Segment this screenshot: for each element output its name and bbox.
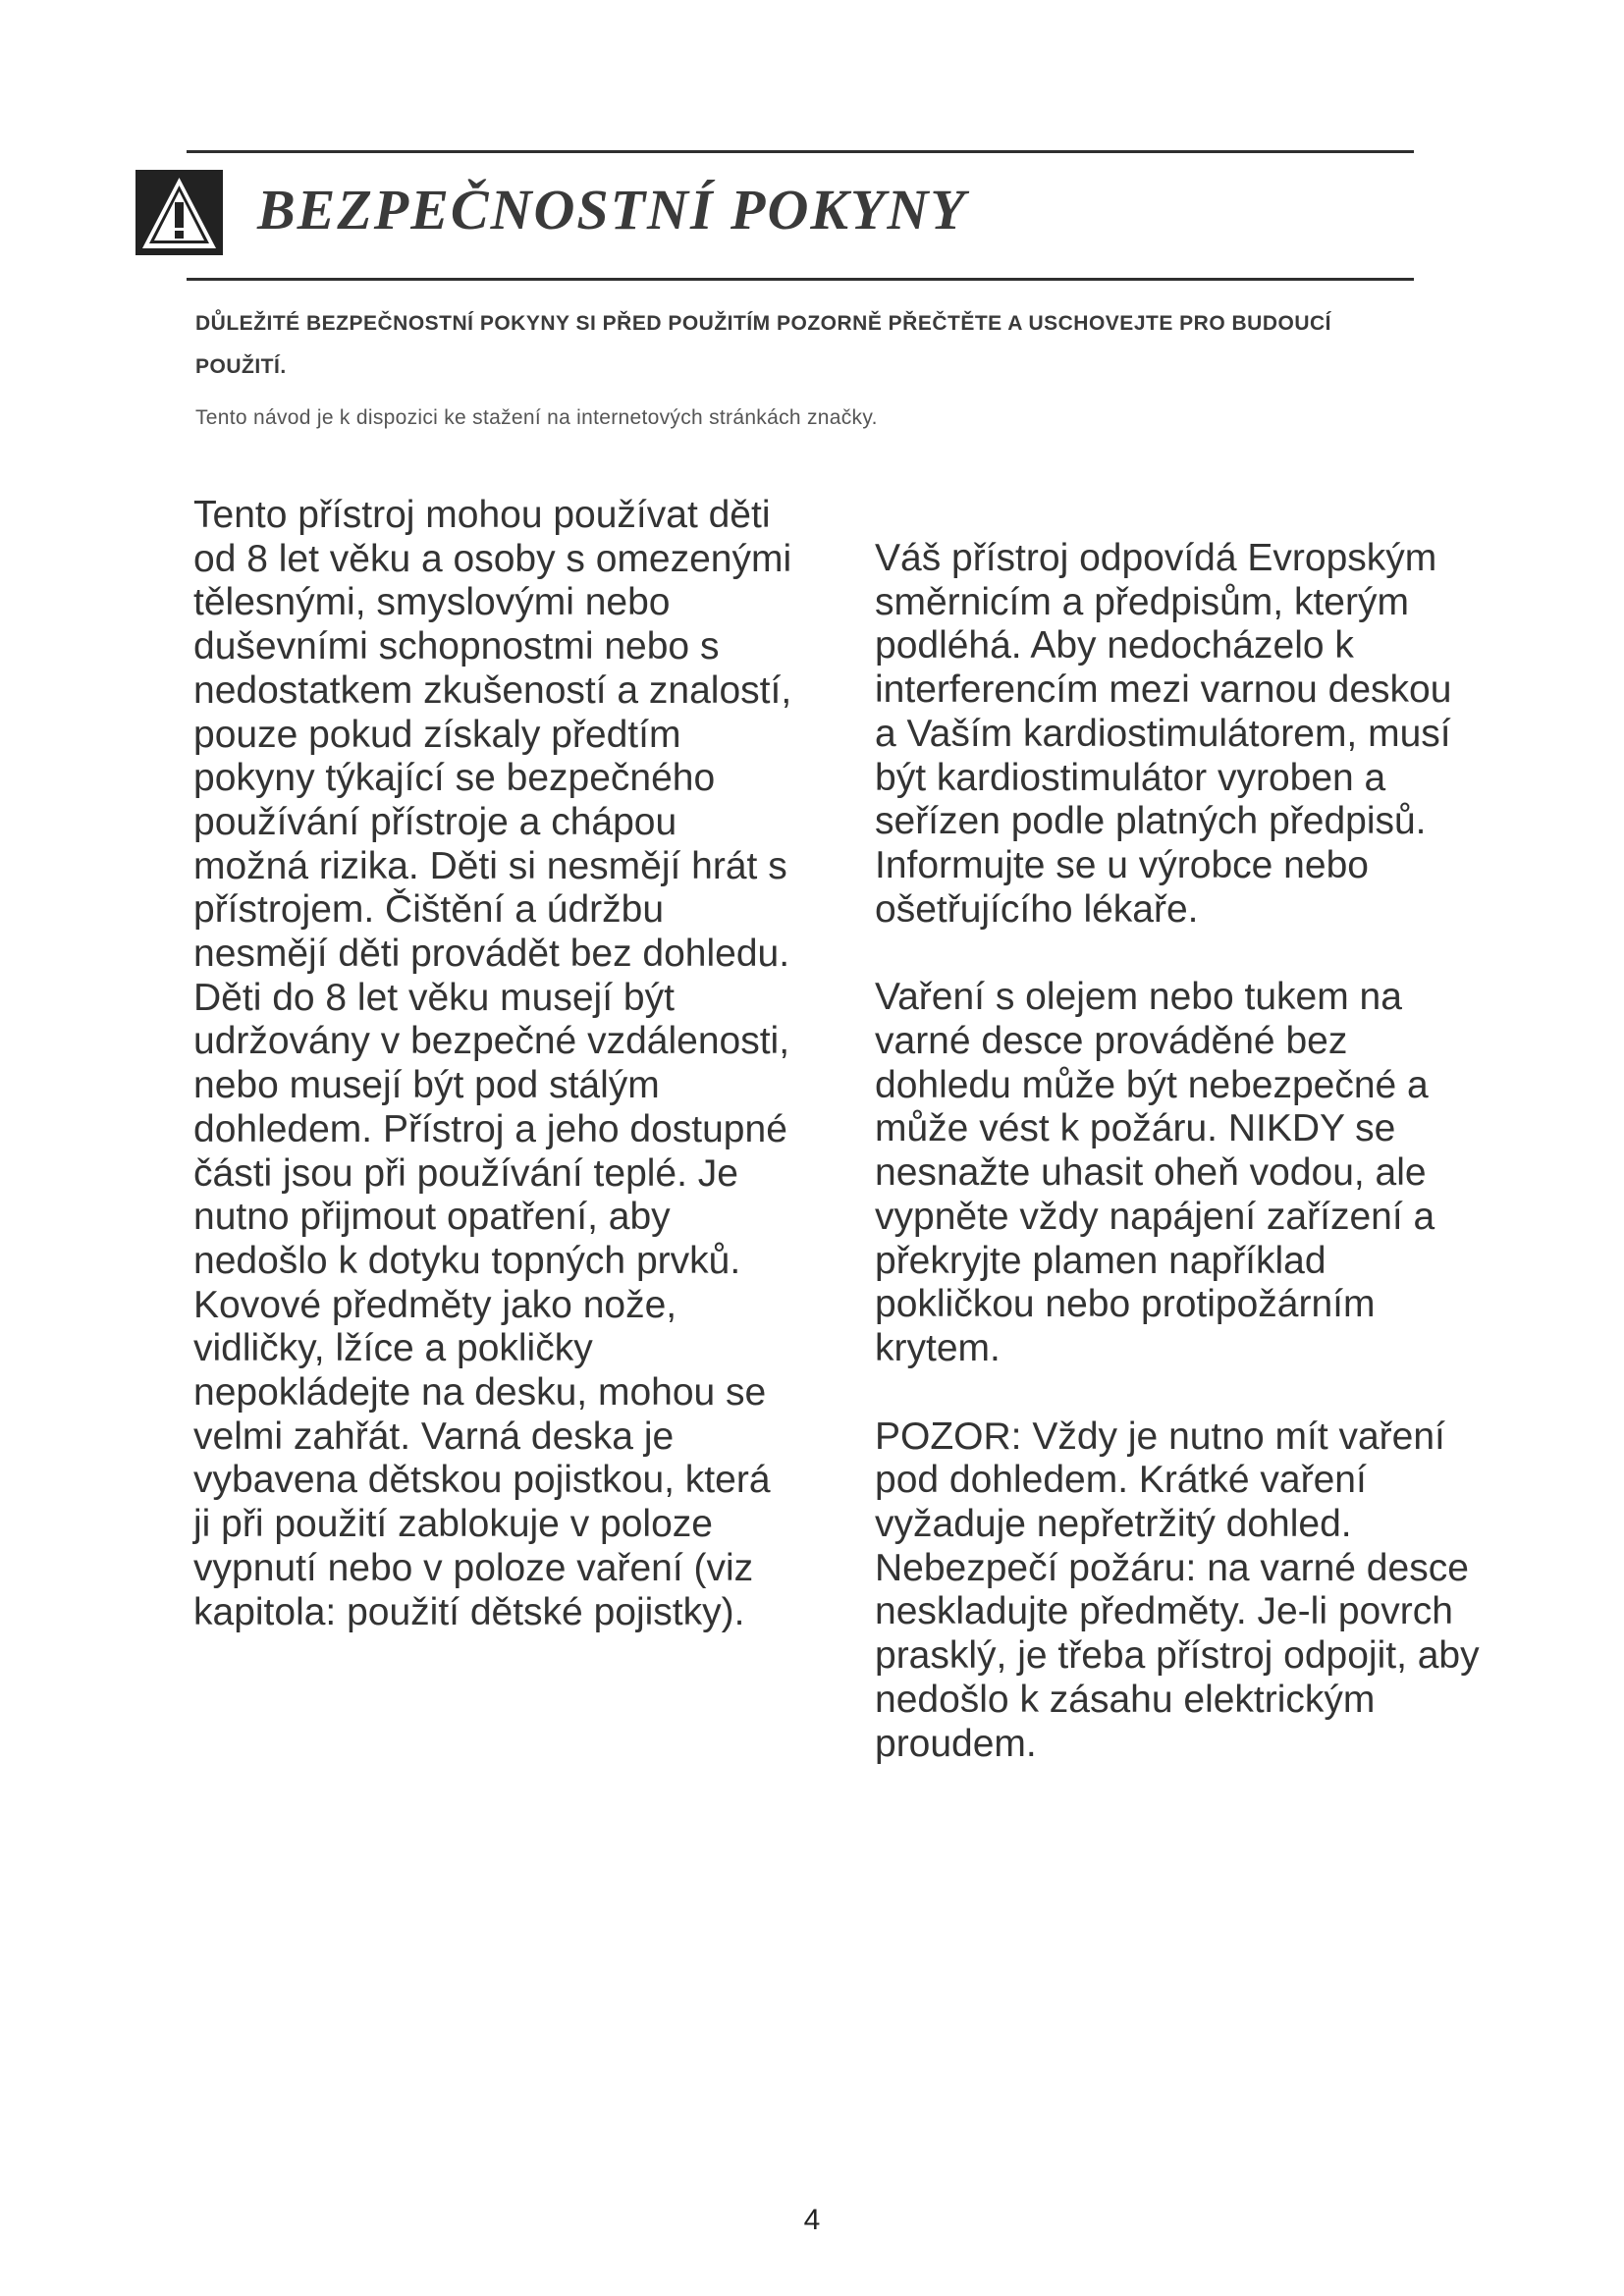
right-column (875, 537, 1480, 1766)
top-rule (187, 150, 1414, 153)
right-paragraph-pacemaker: Váš přístroj odpovídá Evropským směrnicím a předpisům, kterým podléhá. Aby nedocházelo k interferencím mezi varnou deskou a Vaším kardiostimulátorem, musí být kardiostimulátor vyroben a seřízen podle platných předpisů. Informujte se u výrobce nebo ošetřujícího lékaře. (875, 537, 1452, 931)
right-paragraph-caution: POZOR: Vždy je nutno mít vaření pod dohledem. Krátké vaření vyžaduje nepřetržitý dohled. Nebezpečí požáru: na varné desce neskladujte předměty. Je-li povrch prasklý, je třeba přístroj odpojit, aby nedošlo k zásahu elektrickým proudem. (875, 1415, 1480, 1765)
warning-triangle-icon (135, 170, 223, 255)
important-notice: DŮLEŽITÉ BEZPEČNOSTNÍ POKYNY SI PŘED POUŽITÍM POZORNĚ PŘEČTĚTE A USCHOVEJTE PRO BUDOUCÍ POUŽITÍ. (195, 312, 1332, 378)
left-paragraph: Tento přístroj mohou používat děti od 8 let věku a osoby s omezenými tělesnými, smyslovými nebo duševními schopnostmi nebo s nedostatkem zkušeností a znalostí, pouze pokud získaly předtím pokyny týkající se bezpečného používání přístroje a chápou možná rizika. Děti si nesmějí hrát s přístrojem. Čištění a údržbu nesmějí děti provádět bez dohledu. Děti do 8 let věku musejí být udržovány v bezpečné vzdálenosti, nebo musejí být pod stálým dohledem. Přístroj a jeho dostupné části jsou při používání teplé. Je nutno přijmout opatření, aby nedošlo k dotyku topných prvků. Kovové předměty jako nože, vidličky, lžíce a pokličky nepokládejte na desku, mohou se velmi zahřát. Varná deska je vybavena dětskou pojistkou, která ji při použití zablokuje v poloze vypnutí nebo v poloze vaření (viz kapitola: použití dětské pojistky). (193, 494, 792, 1633)
right-paragraph-oil-fire: Vaření s olejem nebo tukem na varné desce prováděné bez dohledu může být nebezpečné a může vést k požáru. NIKDY se nesnažte uhasit oheň vodou, ale vypněte vždy napájení zařízení a překryjte plamen například pokličkou nebo protipožárním krytem. (875, 976, 1435, 1369)
left-column (193, 494, 792, 1634)
page-number: 4 (803, 2204, 821, 2236)
title-underline-rule (187, 278, 1414, 281)
page-title: BEZPEČNOSTNÍ POKYNY (257, 178, 967, 241)
download-note: Tento návod je k dispozici ke stažení na internetových stránkách značky. (195, 406, 878, 429)
